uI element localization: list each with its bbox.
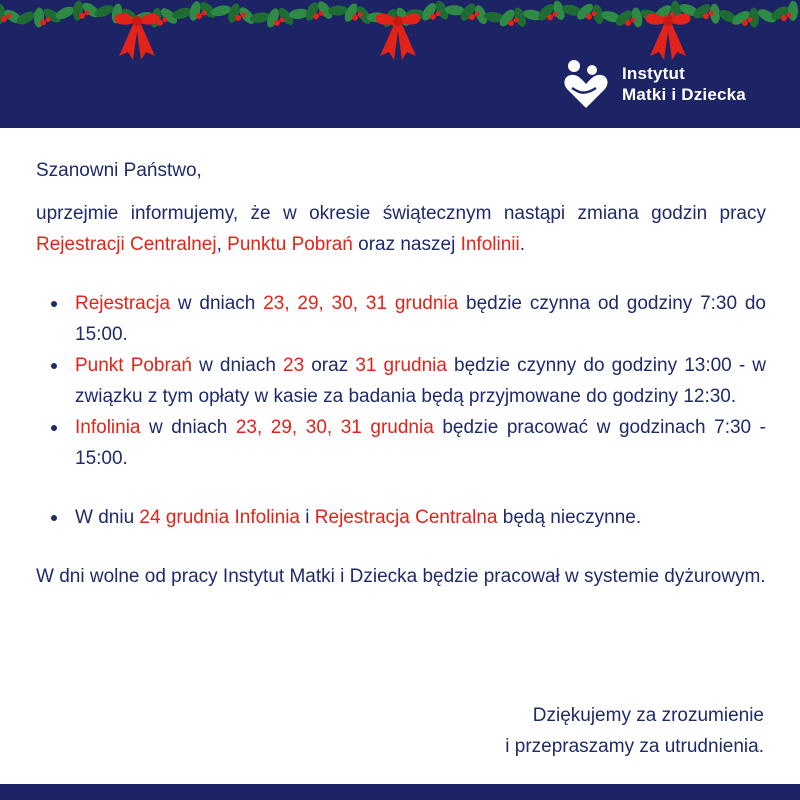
intro-highlight-collection-point: Punktu Pobrań xyxy=(227,234,353,255)
logo-heart-icon xyxy=(562,58,610,110)
list-item-hotline xyxy=(75,412,766,474)
list-item-registration xyxy=(75,288,766,350)
logo-text xyxy=(622,63,746,105)
hours-list xyxy=(36,288,766,474)
item-dates: 23, 29, 30, 31 grudnia xyxy=(235,417,434,438)
list-item-closed-day xyxy=(75,502,766,533)
bow-icon xyxy=(114,14,159,60)
logo-line1: Instytut xyxy=(622,64,685,83)
thanks-line-2: i przepraszamy za utrudnienia. xyxy=(505,736,764,757)
item-highlight: Rejestracja xyxy=(75,293,171,314)
intro-text-4: . xyxy=(519,234,526,255)
item-text: będzie czynny do godziny 13:00 - w związku z tym opłaty w kasie za badania będą przyjmowane do godziny 12:30. xyxy=(75,355,767,407)
closed-list xyxy=(36,502,766,533)
garland-decoration xyxy=(0,0,800,64)
item-highlight: 24 grudnia Infolinia xyxy=(139,507,300,528)
intro-text-1: uprzejmie informujemy, że w okresie świątecznym nastąpi zmiana godzin pracy xyxy=(36,203,766,224)
item-highlight: Punkt Pobrań xyxy=(75,355,192,376)
item-highlight: Rejestracja Centralna xyxy=(314,507,498,528)
logo-line2: Matki i Dziecka xyxy=(622,85,746,104)
thanks-note xyxy=(505,700,764,762)
header-banner xyxy=(0,0,800,128)
item-text: oraz xyxy=(304,355,356,376)
list-item-collection-point xyxy=(75,350,766,412)
letter-body xyxy=(36,155,766,622)
item-dates: 31 grudnia xyxy=(355,355,447,376)
footer-bar xyxy=(0,784,800,800)
thanks-line-1: Dziękujemy za zrozumienie xyxy=(532,705,764,726)
intro-text-3: oraz naszej xyxy=(352,234,461,255)
intro-paragraph xyxy=(36,198,766,260)
item-highlight: Infolinia xyxy=(75,417,141,438)
item-dates: 23, 29, 30, 31 grudnia xyxy=(263,293,459,314)
item-text: będą nieczynne. xyxy=(497,507,642,528)
item-text: w dniach xyxy=(170,293,264,314)
bow-icon xyxy=(375,14,420,60)
closing-paragraph: W dni wolne od pracy Instytut Matki i Dziecka będzie pracował w systemie dyżurowym. xyxy=(36,566,766,587)
intro-highlight-registration: Rejestracji Centralnej xyxy=(36,234,217,255)
intro-highlight-hotline: Infolinii xyxy=(460,234,520,255)
item-text: będzie czynna od godziny 7:30 do 15:00. xyxy=(75,293,766,345)
item-text: będzie pracować w godzinach 7:30 - 15:00. xyxy=(75,417,766,469)
intro-text-2: , xyxy=(216,234,228,255)
item-text: W dniu xyxy=(75,507,140,528)
bow-icon xyxy=(645,14,690,60)
greeting: Szanowni Państwo, xyxy=(36,160,202,181)
item-text: w dniach xyxy=(140,417,236,438)
item-dates: 23 xyxy=(283,355,305,376)
item-text: i xyxy=(300,507,315,528)
logo xyxy=(562,58,746,110)
item-text: w dniach xyxy=(191,355,283,376)
